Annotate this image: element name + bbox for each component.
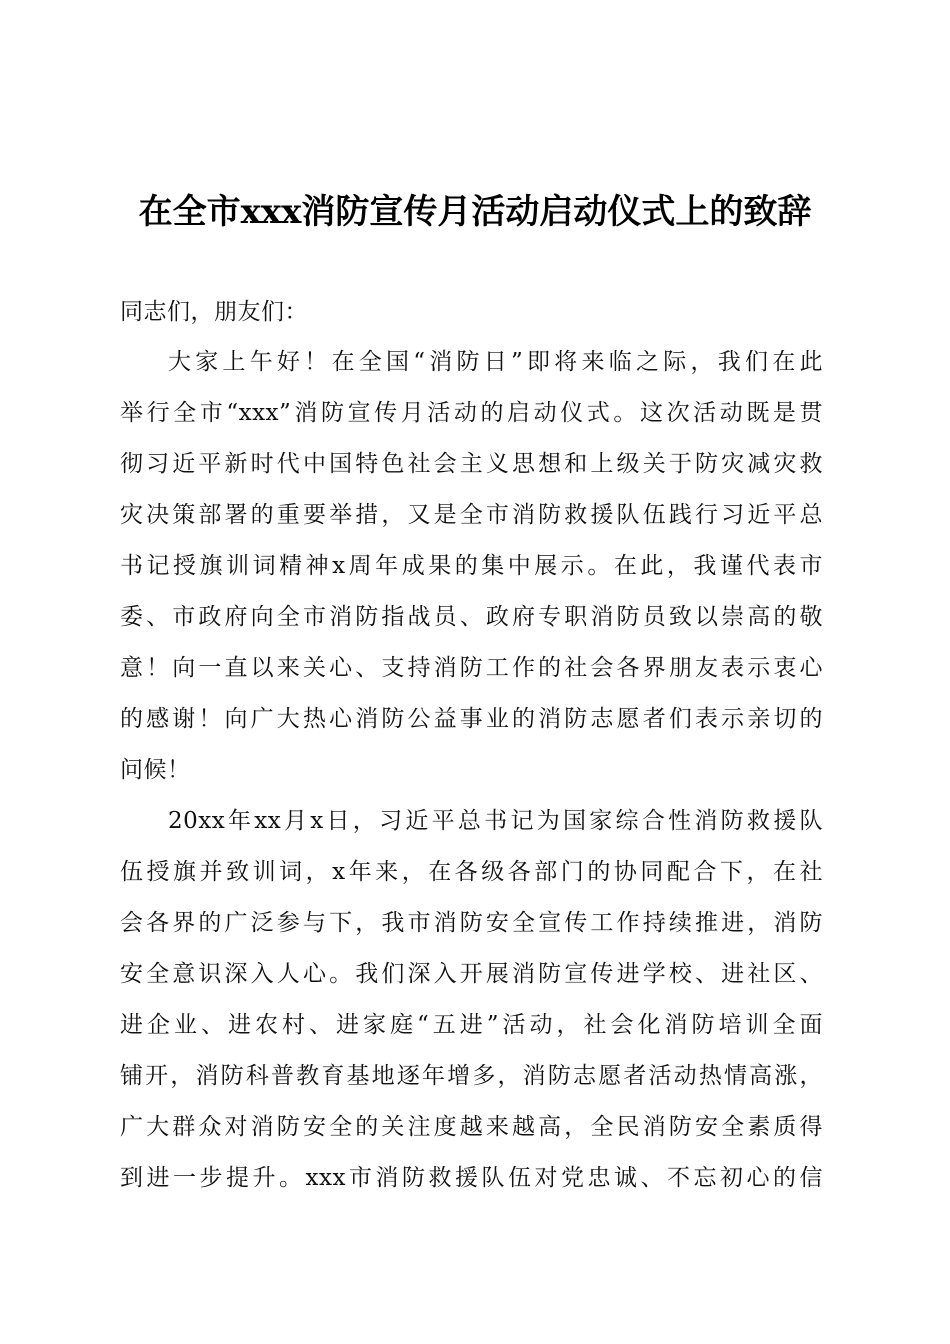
document-title: 在全市xxx消防宣传月活动启动仪式上的致辞 (138, 192, 812, 232)
paragraph-line: 委、市政府向全市消防指战员、政府专职消防员致以崇高的敬 (120, 604, 823, 630)
salutation: 同志们，朋友们： (120, 299, 308, 325)
paragraph-line: 彻习近平新时代中国特色社会主义思想和上级关于防灾减灾救 (120, 451, 823, 477)
paragraph-line: 到进一步提升。xxx市消防救援队伍对党忠诚、不忘初心的信 (120, 1165, 823, 1191)
paragraph-line: 安全意识深入人心。我们深入开展消防宣传进学校、进社区、 (120, 961, 823, 987)
paragraph-line: 伍授旗并致训词，x年来，在各级各部门的协同配合下，在社 (120, 859, 823, 885)
paragraph-line: 举行全市“xxx”消防宣传月活动的启动仪式。这次活动既是贯 (120, 400, 823, 426)
paragraph-line: 意！向一直以来关心、支持消防工作的社会各界朋友表示衷心 (120, 655, 823, 681)
paragraph-line: 大家上午好！在全国“消防日”即将来临之际，我们在此 (168, 349, 823, 375)
paragraph-line: 广大群众对消防安全的关注度越来越高，全民消防安全素质得 (120, 1114, 823, 1140)
paragraph-line: 书记授旗训词精神x周年成果的集中展示。在此，我谨代表市 (120, 553, 823, 579)
paragraph-line: 20xx年xx月x日，习近平总书记为国家综合性消防救援队 (168, 808, 823, 834)
paragraph-line: 问候！ (120, 757, 191, 783)
paragraph-line: 的感谢！向广大热心消防公益事业的消防志愿者们表示亲切的 (120, 706, 823, 732)
paragraph-line: 灾决策部署的重要举措，又是全市消防救援队伍践行习近平总 (120, 502, 823, 528)
paragraph-line: 铺开，消防科普教育基地逐年增多，消防志愿者活动热情高涨， (120, 1063, 823, 1089)
paragraph-line: 会各界的广泛参与下，我市消防安全宣传工作持续推进，消防 (120, 910, 823, 936)
paragraph-line: 进企业、进农村、进家庭“五进”活动，社会化消防培训全面 (120, 1012, 823, 1038)
